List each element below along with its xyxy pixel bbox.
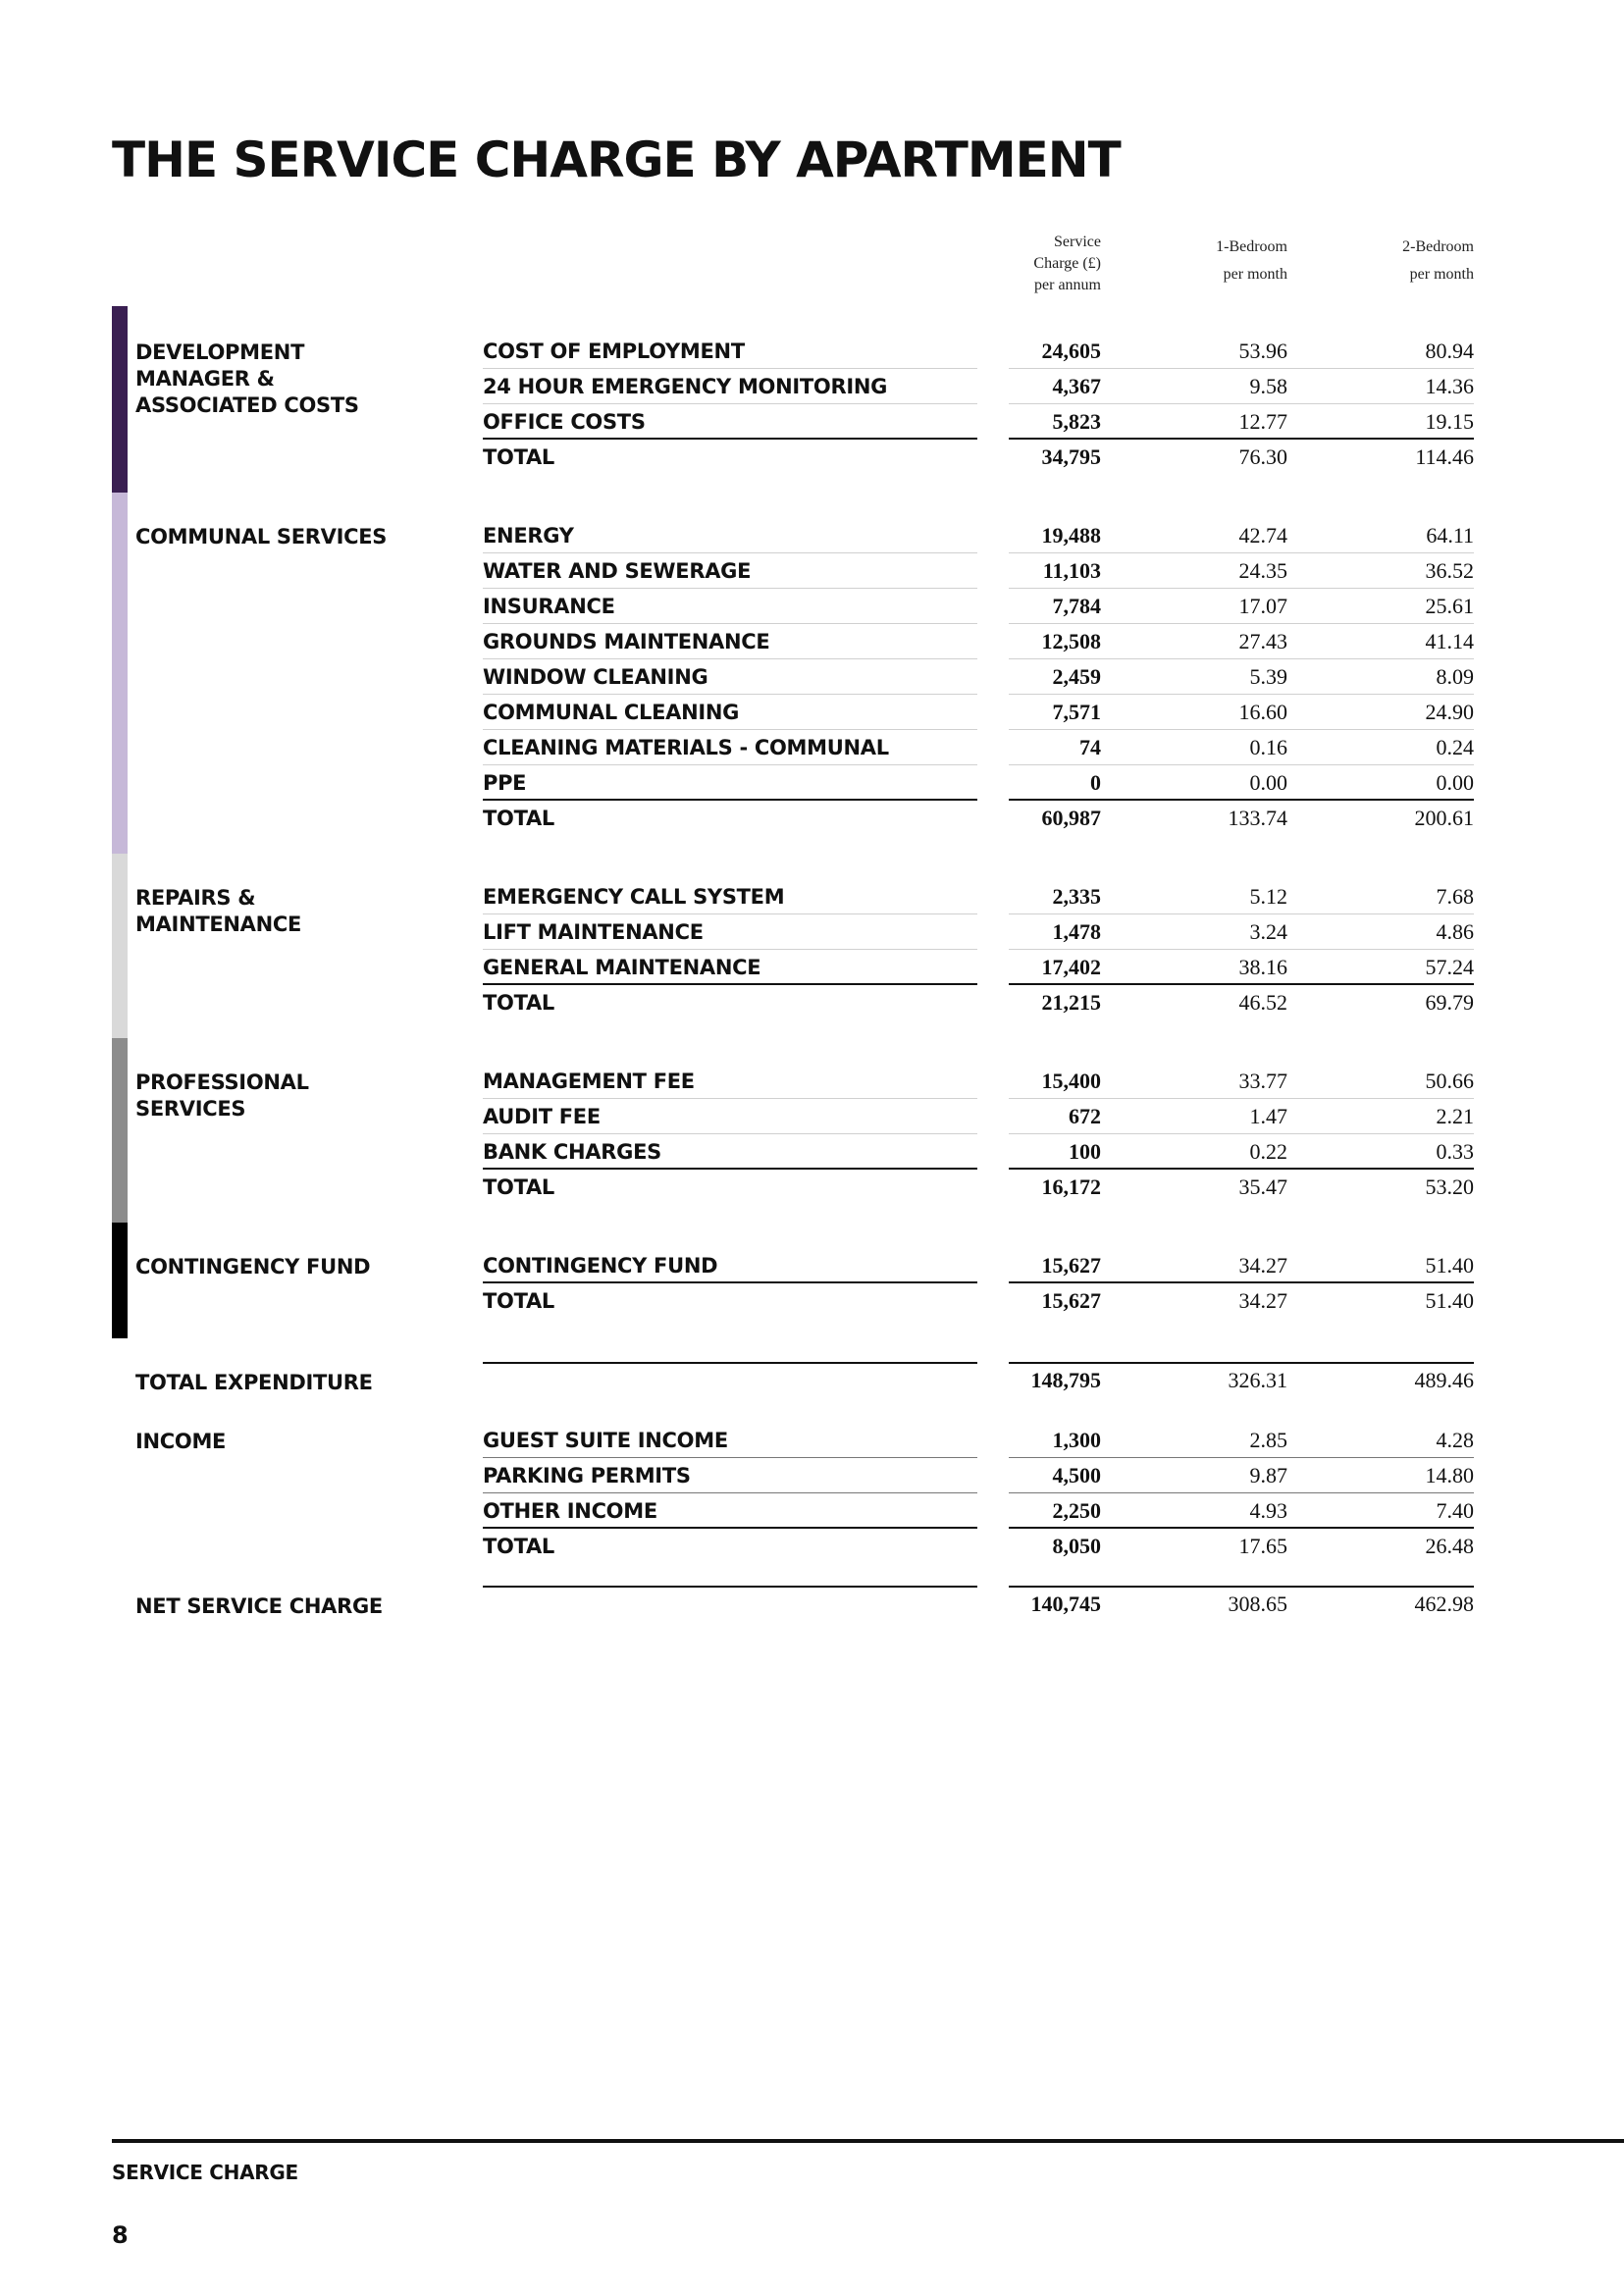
income-label: INCOME [135,1430,227,1453]
annual-value: 148,795 [1030,1368,1101,1392]
footer-divider [112,2139,1624,2143]
row-label: GROUNDS MAINTENANCE [483,630,770,653]
row-label: GUEST SUITE INCOME [483,1429,728,1452]
section-label-professional: PROFESSIONAL SERVICES [135,1070,309,1121]
annual-value: 2,335 [1052,884,1101,909]
row-label: TOTAL [483,445,555,469]
row-label: ENERGY [483,524,574,548]
column-header-line: per month [1223,266,1287,283]
section-label-development: DEVELOPMENT MANAGER & ASSOCIATED COSTS [135,340,359,417]
one-bed-value: 34.27 [1238,1253,1287,1278]
table-row [0,1099,1624,1134]
one-bed-value: 5.12 [1249,884,1287,909]
table-row [0,950,1624,985]
row-label: PPE [483,771,527,795]
annual-value: 74 [1079,735,1101,759]
table-row [0,659,1624,695]
one-bed-value: 3.24 [1249,919,1287,944]
annual-value: 4,367 [1052,374,1101,398]
two-bed-value: 0.33 [1436,1139,1474,1164]
annual-value: 16,172 [1041,1174,1101,1199]
one-bed-value: 308.65 [1228,1592,1287,1616]
table-row [0,879,1624,914]
annual-value: 24,605 [1041,339,1101,363]
table-row [0,765,1624,801]
one-bed-value: 1.47 [1249,1104,1287,1128]
annual-value: 11,103 [1042,558,1101,583]
table-row [0,369,1624,404]
table-row [0,624,1624,659]
two-bed-value: 51.40 [1425,1288,1474,1313]
two-bed-value: 2.21 [1436,1104,1474,1128]
column-header-line: 2-Bedroom [1402,238,1474,255]
two-bed-value: 0.00 [1436,770,1474,795]
total-row [0,440,1624,475]
annual-value: 4,500 [1052,1463,1101,1487]
row-label: PARKING PERMITS [483,1464,691,1487]
two-bed-value: 14.36 [1425,374,1474,398]
annual-value: 12,508 [1041,629,1101,653]
two-bed-value: 53.20 [1425,1174,1474,1199]
one-bed-value: 0.16 [1249,735,1287,759]
one-bed-value: 0.00 [1249,770,1287,795]
one-bed-value: 326.31 [1228,1368,1287,1392]
net-service-charge-row [0,1587,1624,1622]
two-bed-value: 80.94 [1425,339,1474,363]
table-row [0,695,1624,730]
one-bed-value: 42.74 [1238,523,1287,548]
row-label: GENERAL MAINTENANCE [483,956,761,979]
one-bed-value: 53.96 [1238,339,1287,363]
annual-value: 15,627 [1041,1253,1101,1278]
column-header-line: per annum [1034,277,1101,293]
one-bed-value: 38.16 [1238,955,1287,979]
page-number: 8 [112,2221,129,2249]
table-row [0,914,1624,950]
total-row [0,801,1624,836]
column-header-line: Service [1054,234,1101,250]
row-label: 24 HOUR EMERGENCY MONITORING [483,375,888,398]
one-bed-value: 24.35 [1238,558,1287,583]
page-title: THE SERVICE CHARGE BY APARTMENT [112,131,1121,188]
table-row [0,589,1624,624]
two-bed-value: 50.66 [1425,1069,1474,1093]
annual-value: 0 [1090,770,1101,795]
total-expenditure-label: TOTAL EXPENDITURE [135,1371,373,1394]
row-label: TOTAL [483,1175,555,1199]
total-row [0,1283,1624,1319]
one-bed-value: 9.58 [1249,374,1287,398]
one-bed-value: 0.22 [1249,1139,1287,1164]
column-header-line: per month [1409,266,1474,283]
table-row [0,553,1624,589]
column-header-line: Charge (£) [1033,255,1101,272]
one-bed-value: 33.77 [1238,1069,1287,1093]
row-label: CONTINGENCY FUND [483,1254,718,1278]
annual-value: 7,784 [1052,594,1101,618]
two-bed-value: 114.46 [1415,444,1474,469]
table-row [0,1134,1624,1170]
two-bed-value: 4.86 [1436,919,1474,944]
table-row [0,1458,1624,1493]
annual-value: 60,987 [1041,806,1101,830]
annual-value: 19,488 [1041,523,1101,548]
two-bed-value: 41.14 [1425,629,1474,653]
table-row [0,1064,1624,1099]
net-service-charge-label: NET SERVICE CHARGE [135,1594,383,1618]
two-bed-value: 200.61 [1414,806,1474,830]
one-bed-value: 133.74 [1228,806,1287,830]
row-label: TOTAL [483,991,555,1015]
one-bed-value: 12.77 [1238,409,1287,434]
row-label: COMMUNAL CLEANING [483,701,740,724]
annual-value: 8,050 [1052,1534,1101,1558]
column-header-annual [981,232,1101,296]
row-label: WATER AND SEWERAGE [483,559,752,583]
annual-value: 140,745 [1030,1592,1101,1616]
total-row [0,1170,1624,1205]
table-row [0,404,1624,440]
annual-value: 15,627 [1041,1288,1101,1313]
one-bed-value: 16.60 [1238,700,1287,724]
annual-value: 672 [1069,1104,1101,1128]
annual-value: 1,478 [1052,919,1101,944]
one-bed-value: 17.65 [1238,1534,1287,1558]
row-label: TOTAL [483,807,555,830]
table-row [0,1248,1624,1283]
annual-value: 2,459 [1052,664,1101,689]
annual-value: 17,402 [1041,955,1101,979]
row-label: OFFICE COSTS [483,410,646,434]
footer-label: SERVICE CHARGE [112,2161,298,2184]
two-bed-value: 25.61 [1425,594,1474,618]
one-bed-value: 2.85 [1249,1428,1287,1452]
two-bed-value: 462.98 [1414,1592,1474,1616]
one-bed-value: 35.47 [1238,1174,1287,1199]
one-bed-value: 9.87 [1249,1463,1287,1487]
annual-value: 2,250 [1052,1498,1101,1523]
one-bed-value: 27.43 [1238,629,1287,653]
row-label: INSURANCE [483,595,615,618]
row-label: EMERGENCY CALL SYSTEM [483,885,785,909]
two-bed-value: 14.80 [1425,1463,1474,1487]
table-row [0,730,1624,765]
one-bed-value: 76.30 [1238,444,1287,469]
section-label-contingency: CONTINGENCY FUND [135,1255,371,1278]
annual-value: 34,795 [1041,444,1101,469]
two-bed-value: 69.79 [1425,990,1474,1015]
table-row [0,518,1624,553]
row-label: TOTAL [483,1535,555,1558]
column-header-2-bedroom [1344,234,1474,288]
two-bed-value: 51.40 [1425,1253,1474,1278]
row-label: COST OF EMPLOYMENT [483,339,745,363]
row-label: BANK CHARGES [483,1140,661,1164]
row-label: LIFT MAINTENANCE [483,920,704,944]
row-label: TOTAL [483,1289,555,1313]
two-bed-value: 0.24 [1436,735,1474,759]
two-bed-value: 489.46 [1414,1368,1474,1392]
annual-value: 1,300 [1052,1428,1101,1452]
row-label: CLEANING MATERIALS - COMMUNAL [483,736,889,759]
two-bed-value: 64.11 [1426,523,1474,548]
two-bed-value: 26.48 [1425,1534,1474,1558]
column-header-line: 1-Bedroom [1216,238,1287,255]
two-bed-value: 7.68 [1436,884,1474,909]
two-bed-value: 24.90 [1425,700,1474,724]
two-bed-value: 8.09 [1436,664,1474,689]
annual-value: 15,400 [1041,1069,1101,1093]
total-expenditure-row [0,1363,1624,1398]
two-bed-value: 57.24 [1425,955,1474,979]
one-bed-value: 46.52 [1238,990,1287,1015]
two-bed-value: 19.15 [1425,409,1474,434]
table-row [0,1423,1624,1458]
annual-value: 21,215 [1041,990,1101,1015]
two-bed-value: 36.52 [1425,558,1474,583]
total-row [0,1529,1624,1564]
two-bed-value: 4.28 [1436,1428,1474,1452]
one-bed-value: 17.07 [1238,594,1287,618]
row-label: MANAGEMENT FEE [483,1070,695,1093]
one-bed-value: 4.93 [1249,1498,1287,1523]
table-row [0,1493,1624,1529]
two-bed-value: 7.40 [1436,1498,1474,1523]
section-label-repairs: REPAIRS & MAINTENANCE [135,886,302,936]
row-label: WINDOW CLEANING [483,665,708,689]
row-label: AUDIT FEE [483,1105,601,1128]
one-bed-value: 5.39 [1249,664,1287,689]
one-bed-value: 34.27 [1238,1288,1287,1313]
table-row [0,334,1624,369]
row-label: OTHER INCOME [483,1499,657,1523]
total-row [0,985,1624,1020]
annual-value: 5,823 [1052,409,1101,434]
annual-value: 7,571 [1052,700,1101,724]
annual-value: 100 [1069,1139,1101,1164]
column-header-1-bedroom [1158,234,1287,288]
section-label-communal: COMMUNAL SERVICES [135,525,388,548]
